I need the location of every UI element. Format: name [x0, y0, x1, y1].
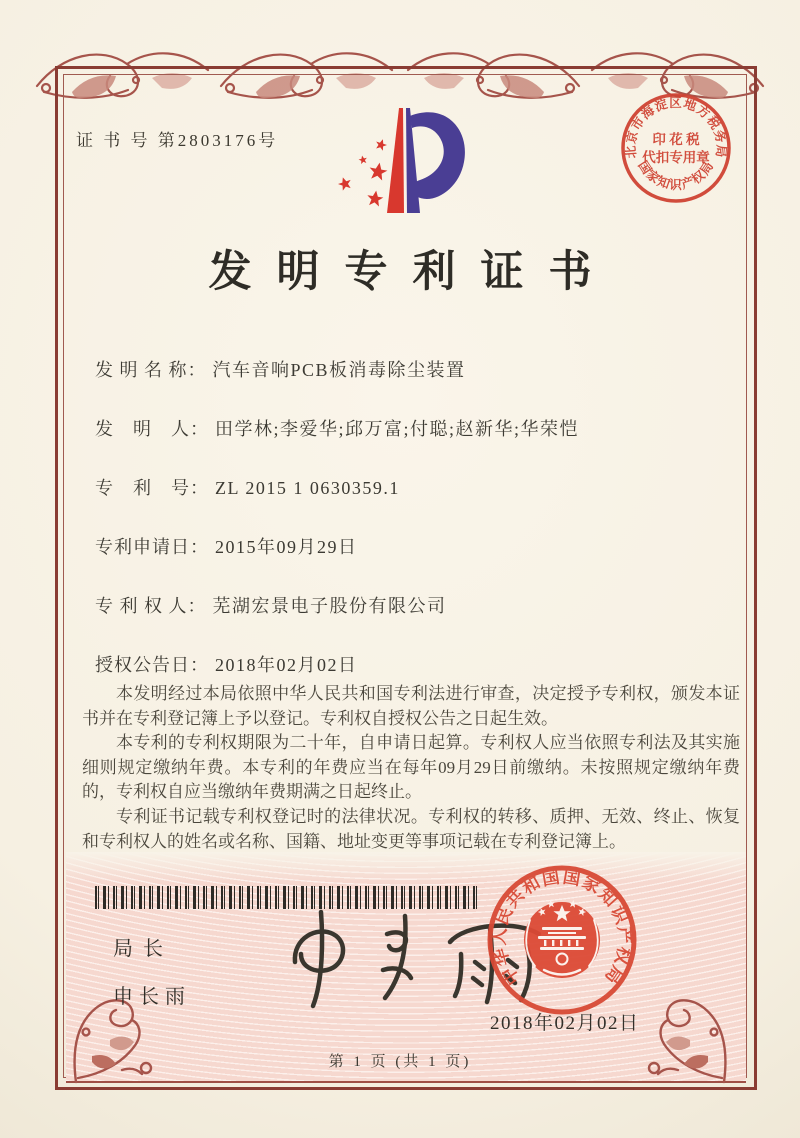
field-patentee: [95, 592, 730, 618]
field-value: ZL 2015 1 0630359.1: [215, 478, 400, 498]
cnipa-logo: [328, 100, 478, 235]
field-value: 汽车音响PCB板消毒除尘装置: [212, 360, 466, 380]
authority-seal: [478, 860, 646, 1022]
page-title: 发明专利证书: [208, 249, 617, 296]
field-value: 2015年09月29日: [215, 537, 358, 557]
tax-stamp-line1: 印 花 税: [652, 132, 700, 147]
field-value: 2018年02月02日: [215, 655, 358, 675]
field-label: 专 利 号：: [95, 478, 209, 498]
body-paragraph: 本专利的专利权期限为二十年，自申请日起算。专利权人应当依照专利法及其实施细则规定缴纳年费。本专利的年费应当在每年09月29日前缴纳。未按照规定缴纳年费的，专利权自应当缴纳年费期满之日起终止。: [82, 733, 740, 802]
seal-date: 2018年02月02日: [490, 1013, 640, 1034]
field-grant-date: [95, 651, 730, 677]
tax-stamp-seal: [610, 82, 742, 214]
field-label: 专 利 权 人：: [95, 596, 207, 616]
certificate-number: 证 书 号 第2803176号: [76, 131, 279, 150]
commissioner-title: 局长: [113, 938, 173, 960]
body-text: [82, 682, 740, 854]
field-invention-name: [95, 356, 730, 382]
logo-stars: [337, 138, 389, 207]
tax-stamp-line2: 代扣专用章: [642, 150, 710, 165]
authority-seal-arc-text: 中华人民共和国国家知识产权局: [488, 866, 636, 990]
field-patent-number: [95, 474, 730, 500]
page-footer: 第 1 页 (共 1 页): [328, 1054, 472, 1070]
field-label: 发 明 人：: [95, 419, 209, 439]
national-emblem-icon: [524, 899, 600, 978]
corner-flourish-icon: [638, 990, 734, 1086]
field-inventors: [95, 415, 730, 441]
field-value: 田学林;李爱华;邱万富;付聪;赵新华;华荣恺: [215, 419, 580, 439]
tax-stamp-arc-top: 北京市海淀区地方税务局: [623, 95, 729, 159]
logo-p-mark: [406, 108, 465, 213]
tax-stamp-arc-bottom: 国家知识产权局: [635, 158, 717, 192]
body-paragraph: 本发明经过本局依照中华人民共和国专利法进行审查，决定授予专利权，颁发本证书并在专利登记簿上予以登记。专利权自授权公告之日起生效。: [82, 684, 740, 728]
logo-red-wedge: [387, 108, 404, 213]
field-label: 授权公告日：: [95, 655, 209, 675]
field-value: 芜湖宏景电子股份有限公司: [212, 596, 447, 616]
field-application-date: [95, 533, 730, 559]
field-label: 专利申请日：: [95, 537, 209, 557]
body-paragraph: 专利证书记载专利权登记时的法律状况。专利权的转移、质押、无效、终止、恢复和专利权人的姓名或名称、国籍、地址变更等事项记载在专利登记簿上。: [82, 806, 740, 851]
field-list: [95, 356, 730, 710]
field-label: 发 明 名 称：: [95, 360, 207, 380]
commissioner-name: 申长雨: [113, 986, 191, 1008]
